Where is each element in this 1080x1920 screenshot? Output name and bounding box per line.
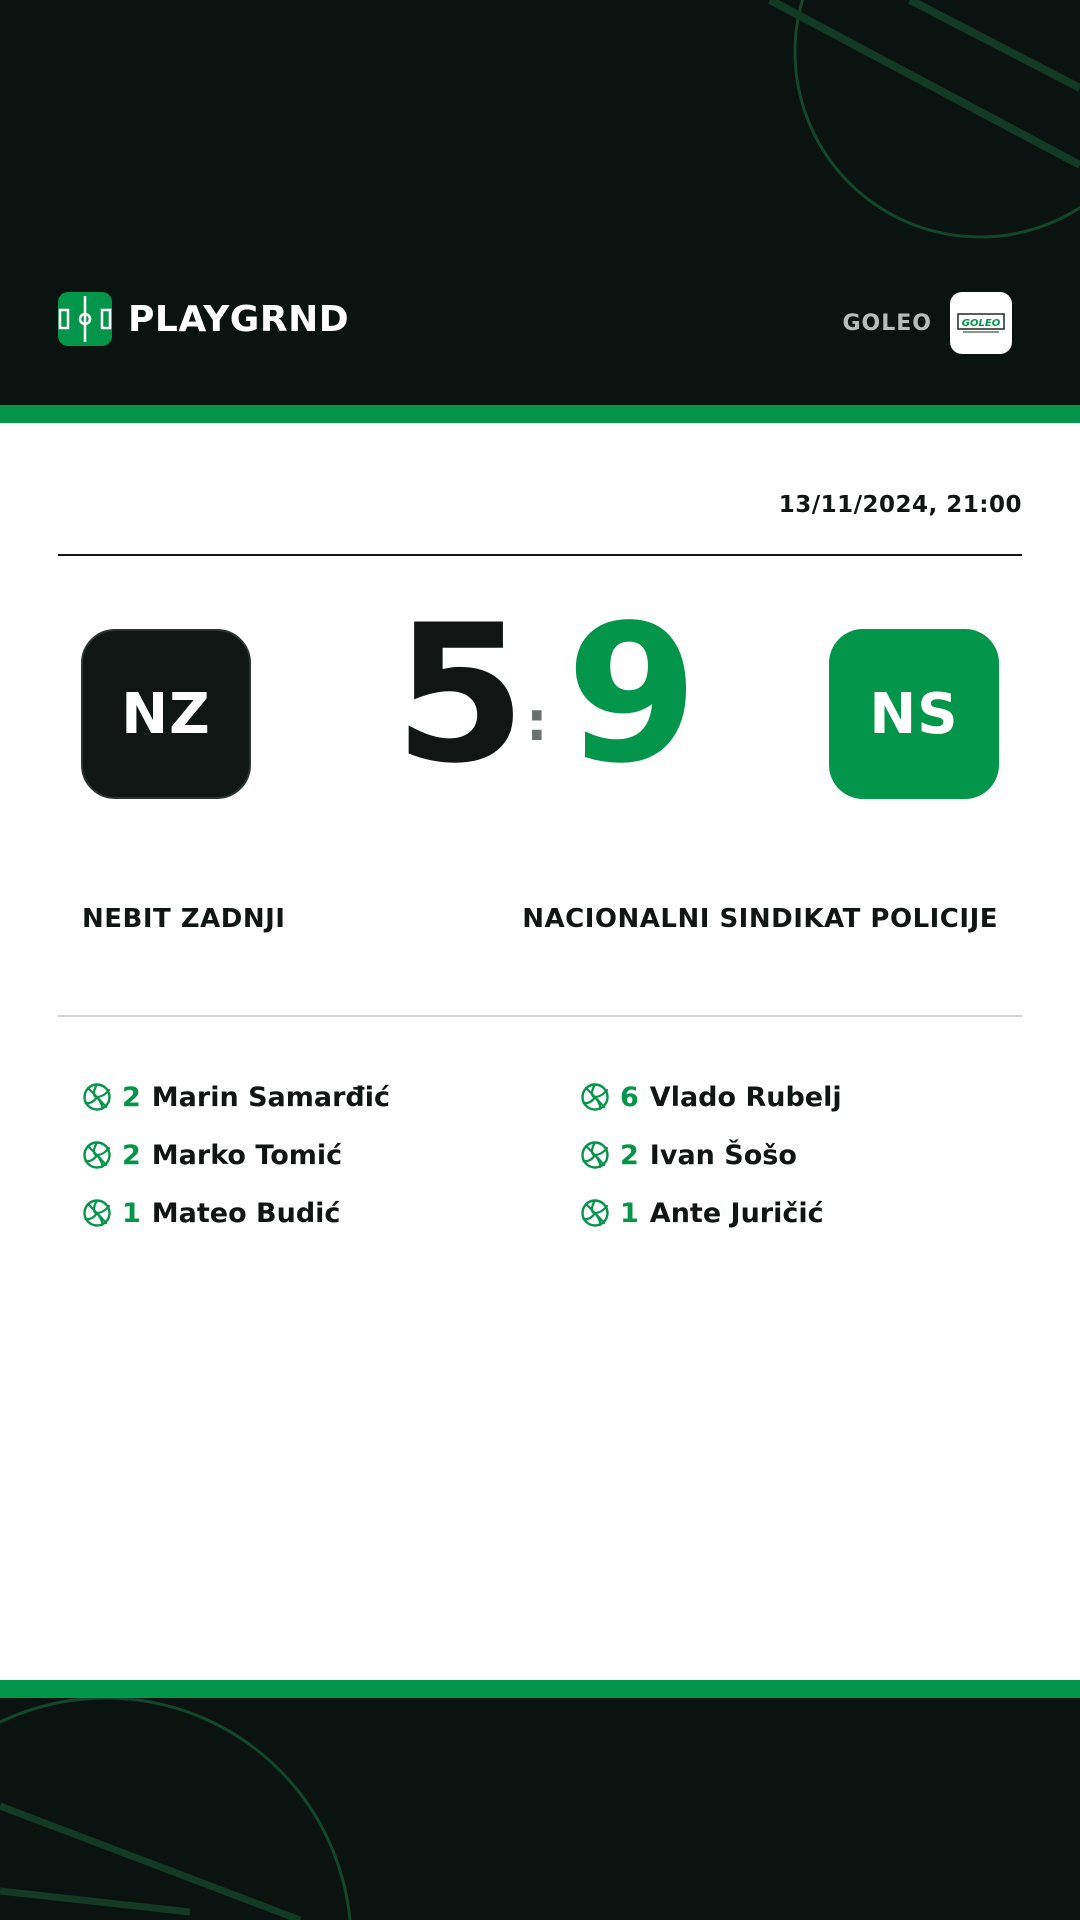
- divider: [58, 1015, 1022, 1017]
- top-accent-stripe: [0, 405, 1080, 423]
- header-band: [0, 0, 1080, 405]
- goal-count: 1: [620, 1197, 639, 1229]
- scorer-row: [82, 1068, 502, 1126]
- scorer-row: [580, 1184, 1000, 1242]
- scorer-row: [580, 1068, 1000, 1126]
- player-name: Mateo Budić: [151, 1197, 341, 1229]
- goal-count: 2: [122, 1139, 141, 1171]
- volleyball-icon: [580, 1198, 610, 1228]
- home-scorers-list: [82, 1068, 502, 1242]
- volleyball-icon: [82, 1198, 112, 1228]
- brand: [58, 292, 349, 346]
- player-name: Vlado Rubelj: [649, 1081, 842, 1113]
- away-team-badge: NS: [829, 629, 999, 799]
- scorer-row: [82, 1184, 502, 1242]
- player-name: Ivan Šošo: [649, 1139, 797, 1171]
- footer-band: [0, 1698, 1080, 1920]
- volleyball-icon: [82, 1140, 112, 1170]
- court-lines-decoration: [0, 1698, 1080, 1920]
- match-datetime: 13/11/2024, 21:00: [778, 492, 1022, 518]
- goal-count: 6: [620, 1081, 639, 1113]
- volleyball-icon: [580, 1140, 610, 1170]
- bottom-accent-stripe: [0, 1680, 1080, 1698]
- scorer-row: [580, 1126, 1000, 1184]
- scorer-row: [82, 1126, 502, 1184]
- player-name: Ante Juričić: [649, 1197, 824, 1229]
- goleo-logo-icon: [957, 311, 1005, 335]
- away-scorers-list: [580, 1068, 1000, 1242]
- home-team-name: NEBIT ZADNJI: [82, 904, 286, 934]
- partner-logo: [950, 292, 1012, 354]
- player-name: Marin Samarđić: [151, 1081, 390, 1113]
- partner: [842, 292, 1012, 354]
- away-score: 9: [566, 584, 699, 805]
- goal-count: 1: [122, 1197, 141, 1229]
- svg-text:GOLEO: GOLEO: [961, 318, 1001, 329]
- pitch-icon: [58, 292, 112, 346]
- volleyball-icon: [580, 1082, 610, 1112]
- brand-name: PLAYGRND: [128, 298, 350, 340]
- home-team-badge: NZ: [81, 629, 251, 799]
- player-name: Marko Tomić: [151, 1139, 343, 1171]
- score-separator: :: [526, 690, 548, 753]
- divider: [58, 554, 1022, 556]
- home-score: 5: [394, 584, 527, 805]
- away-team-name: NACIONALNI SINDIKAT POLICIJE: [522, 904, 998, 934]
- volleyball-icon: [82, 1082, 112, 1112]
- goal-count: 2: [620, 1139, 639, 1171]
- partner-name: GOLEO: [842, 310, 932, 336]
- goal-count: 2: [122, 1081, 141, 1113]
